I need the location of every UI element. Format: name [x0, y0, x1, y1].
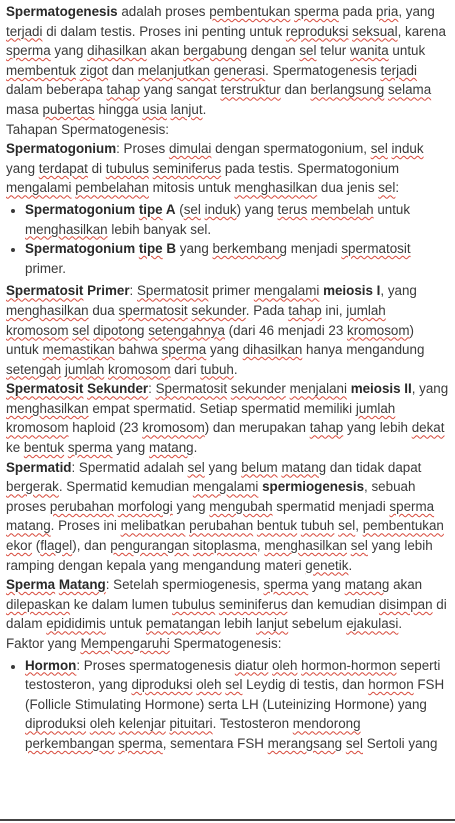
paragraph — [6, 458, 449, 576]
text-run: ( — [175, 201, 184, 217]
flagged-word: terjadi — [6, 23, 43, 39]
text-run: ), dan — [72, 538, 111, 554]
flagged-word: disimpan — [378, 596, 433, 612]
text-run: telur — [316, 43, 350, 59]
flagged-word: ekor — [6, 538, 33, 554]
text-run: dan kemudian — [287, 596, 379, 612]
flagged-word: sperma — [294, 4, 339, 19]
flagged-word: terdapat — [38, 160, 88, 176]
text-run: menjadi — [286, 241, 342, 257]
text-run: hanya mengandung — [302, 342, 425, 358]
text-run: , yang — [411, 381, 449, 397]
text-run: , sementara FSH — [162, 735, 268, 751]
flagged-word: oleh — [272, 657, 298, 673]
text-run: . — [202, 101, 207, 117]
flagged-word: setengahnya — [148, 322, 225, 338]
flagged-word: matang — [6, 518, 51, 534]
text-run: yang — [172, 498, 210, 514]
text-run: dua jenis — [317, 180, 379, 196]
flagged-word: melibatkan — [120, 518, 186, 534]
flagged-word: matang — [344, 577, 390, 593]
flagged-word: sel — [72, 322, 90, 338]
paragraph — [6, 120, 449, 140]
text-run: . — [348, 557, 353, 573]
flagged-word: diproduksi — [25, 716, 87, 732]
flagged-word: sel — [345, 735, 363, 751]
flagged-word: pria — [376, 4, 399, 19]
flagged-word: zigot — [79, 62, 108, 78]
text-run: dalam beberapa — [6, 82, 107, 98]
text-run: ) dan merupakan — [204, 420, 310, 436]
flagged-word: epididimis — [46, 616, 106, 632]
flagged-word: Matang — [58, 577, 106, 593]
flagged-word: sperma — [67, 440, 113, 456]
text-run: ini, — [321, 302, 347, 318]
paragraph — [6, 575, 449, 634]
text-run: dengan spermatogonium, — [211, 141, 371, 157]
flagged-word: bentuk — [256, 518, 298, 534]
text-run: di — [87, 160, 106, 176]
bold-term: Spermatogonium — [25, 241, 139, 257]
flagged-word: sel — [299, 43, 317, 59]
text-run: ( — [32, 538, 41, 554]
paragraph — [6, 281, 449, 379]
text-run: yang — [50, 43, 88, 59]
text-run: Sertoli yang — [362, 735, 438, 751]
flagged-word: sperma — [263, 577, 309, 593]
text-run: sebelum — [288, 616, 347, 632]
flagged-word: bergabung — [183, 43, 248, 59]
flagged-word: pembentukan — [362, 518, 444, 534]
text-run: , — [256, 538, 265, 554]
flagged-word: dihasilkan — [87, 43, 147, 59]
text-run: , yang — [398, 4, 435, 19]
text-run: : — [395, 180, 400, 196]
flagged-word: jumlah — [64, 361, 105, 377]
flagged-word: seminiferus — [218, 596, 288, 612]
flagged-word: Spermatosit — [6, 283, 84, 299]
flagged-word: berkembang — [212, 241, 287, 257]
flagged-word: bergerak — [6, 479, 59, 495]
text-run: : — [129, 283, 137, 299]
flagged-word: sperma — [161, 342, 207, 358]
flagged-word: kelenjar — [118, 716, 166, 732]
text-run: lebih banyak sel. — [107, 221, 212, 237]
flagged-word: merangsang — [267, 735, 343, 751]
flagged-word: tahap — [309, 420, 344, 436]
flagged-word: dihasilkan — [242, 342, 303, 358]
text-run: yang sangat — [140, 82, 221, 98]
bold-term: A — [162, 201, 176, 217]
text-run: Faktor yang — [6, 636, 81, 651]
bullet-list — [6, 200, 449, 278]
flagged-word: dilepaskan — [6, 596, 71, 612]
flagged-word: menghasilkan — [264, 538, 348, 554]
flagged-word: membelah — [311, 201, 374, 217]
paragraph — [6, 2, 449, 120]
bold-term: Spermatogonium — [6, 141, 117, 157]
text-run: : — [148, 381, 156, 397]
bold-term: Spermatogenesis — [6, 4, 118, 19]
text-run: di dalam — [6, 596, 447, 632]
flagged-word: memastikan — [42, 342, 115, 358]
flagged-word: induk — [391, 141, 424, 157]
bold-term: B — [162, 241, 177, 257]
text-run: mitosis untuk — [148, 180, 235, 196]
flagged-word: Mempengaruhi — [80, 636, 170, 651]
flagged-word: tubulus — [105, 160, 149, 176]
text-run: , yang — [380, 283, 417, 299]
text-run: yang — [204, 459, 242, 475]
text-run: , — [355, 518, 363, 534]
flagged-word: lanjut — [256, 616, 289, 632]
flagged-word: oleh — [89, 716, 116, 732]
text-run: Leydig di testis, dan — [242, 677, 369, 693]
flagged-word: sel — [370, 141, 388, 157]
text-run: bahwa — [114, 342, 162, 358]
text-run: yang lebih ramping dengan kepala yang mengandung materi — [6, 538, 433, 573]
text-run: yang — [6, 160, 39, 176]
flagged-word: menghasilkan — [6, 400, 89, 416]
flagged-word: perubahan — [189, 518, 254, 534]
flagged-word: kromosom — [142, 420, 205, 436]
flagged-word: mengalami — [192, 479, 259, 495]
flagged-word: Spermatosit — [137, 283, 209, 299]
bold-term: Spermatogonium — [25, 201, 139, 217]
text-run: : Spermatid adalah — [71, 459, 188, 475]
flagged-word: menghasilkan — [25, 221, 108, 237]
text-run: , karena — [397, 23, 446, 39]
flagged-word: terus — [277, 201, 308, 217]
list-item — [25, 239, 449, 278]
flagged-word: dekat — [411, 420, 445, 436]
flagged-word: pembentukan — [209, 4, 291, 19]
text-run: dengan — [247, 43, 300, 59]
flagged-word: tipe — [138, 201, 163, 217]
flagged-word: perkembangan — [25, 735, 115, 751]
flagged-word: pubertas — [42, 101, 95, 117]
text-run: ke — [6, 440, 24, 456]
flagged-word: oleh — [196, 677, 222, 693]
flagged-word: mengalami — [253, 283, 320, 299]
flagged-word: terjadi — [380, 62, 417, 78]
text-run: masa — [6, 101, 43, 117]
flagged-word: ejakulasi — [346, 616, 399, 632]
text-run: . — [193, 440, 198, 456]
flagged-word: tahap — [288, 302, 322, 318]
text-run: FSH (Follicle Stimulating Hormone) serta LH (Luteinizing Hormone) yang — [25, 677, 445, 712]
flagged-word: Spermatosit — [155, 381, 228, 397]
flagged-word: hormon — [368, 677, 414, 693]
text-run: spermatid menjadi — [272, 498, 390, 514]
flagged-word: menghasilkan — [6, 302, 89, 318]
text-run: primer — [208, 283, 254, 299]
text-run: yang — [176, 241, 213, 257]
text-run: yang — [308, 577, 345, 593]
flagged-word: morfologi — [117, 498, 173, 514]
text-run: empat spermatid. Setiap spermatid memiliki — [88, 400, 356, 416]
text-run: : Setelah spermiogenesis, — [105, 577, 264, 593]
text-run: dan tidak dapat — [326, 459, 422, 475]
flagged-word: seksual — [352, 23, 398, 39]
text-run: (dari 46 menjadi 23 — [224, 322, 348, 338]
text-run: akan — [389, 577, 423, 593]
text-run: Spermatogenesis: — [169, 636, 282, 651]
flagged-word: menjalani — [289, 381, 347, 397]
text-run: . Spermatid kemudian — [58, 479, 193, 495]
flagged-word: generasi — [213, 62, 266, 78]
flagged-word: kromosom — [108, 361, 171, 377]
flagged-word: hormon-hormon — [301, 657, 397, 673]
flagged-word: spermatosit — [118, 302, 188, 318]
flagged-word: melanjutkan — [137, 62, 211, 78]
flagged-word: sel — [378, 180, 396, 196]
flagged-word: kromosom — [6, 322, 69, 338]
flagged-word: kromosom — [6, 420, 69, 436]
flagged-word: matang — [148, 440, 194, 456]
flagged-word: diatur — [234, 657, 269, 673]
text-run: . — [233, 361, 238, 377]
text-run: adalah proses — [117, 4, 210, 19]
text-run: yang — [112, 440, 149, 456]
flagged-word: sel — [225, 677, 243, 693]
text-run: yang — [206, 342, 243, 358]
paragraph — [6, 634, 449, 654]
text-run: dua — [88, 302, 119, 318]
flagged-word: bentuk — [23, 440, 65, 456]
flagged-word: tubulus — [172, 596, 216, 612]
bullet-list — [6, 656, 449, 754]
flagged-word: selama — [387, 82, 432, 98]
text-run: pada — [338, 4, 376, 19]
text-run: : Proses — [116, 141, 169, 157]
flagged-word: sperma — [389, 498, 435, 514]
flagged-word: lanjut — [170, 101, 203, 117]
text-run: . Pada — [245, 302, 289, 318]
flagged-word: usia — [142, 101, 167, 117]
text-run: . Spermatogenesis — [265, 62, 381, 78]
text-run: di dalam testis. Proses ini penting untuk — [42, 23, 286, 39]
text-run: Tahapan Spermatogenesis: — [6, 121, 170, 137]
flagged-word: spermatosit — [341, 241, 411, 257]
flagged-word: Sperma — [6, 577, 56, 593]
flagged-word: belum — [241, 459, 278, 475]
flagged-word: membentuk — [6, 62, 76, 78]
text-run: untuk — [373, 201, 411, 217]
flagged-word: pembelahan — [75, 180, 149, 196]
flagged-word: mengalami — [6, 180, 72, 196]
bold-term: meiosis II — [350, 381, 412, 397]
flagged-word: sel — [183, 201, 201, 217]
flagged-word: sekunder — [230, 381, 286, 397]
text-run: ) untuk — [6, 322, 414, 358]
text-run: ) yang — [236, 201, 278, 217]
flagged-word: Spermatosit — [6, 381, 84, 397]
flagged-word: sel — [338, 518, 356, 534]
paragraph — [6, 379, 449, 457]
flagged-word: Sekunder — [87, 381, 149, 397]
text-run: : Proses spermatogenesis — [76, 657, 235, 673]
text-run: untuk — [388, 43, 426, 59]
paragraph — [6, 139, 449, 198]
flagged-word: genetik — [305, 557, 349, 573]
text-run: primer. — [25, 260, 66, 276]
text-run: dan — [280, 82, 311, 98]
flagged-word: sperma — [6, 43, 51, 59]
text-run: yang lebih — [343, 420, 412, 436]
flagged-word: sitoplasma — [192, 538, 257, 554]
flagged-word: Hormon — [25, 657, 77, 673]
text-run: seperti testosteron, yang — [25, 657, 441, 693]
text-run: untuk — [105, 616, 146, 632]
flagged-word: jumlah — [346, 302, 386, 318]
text-run: , sebuah proses — [6, 479, 416, 514]
bold-term: meiosis I — [323, 283, 381, 299]
flagged-word: terstruktur — [220, 82, 281, 98]
text-run: lebih — [220, 616, 257, 632]
text-run: dari — [170, 361, 201, 377]
flagged-word: reproduksi — [285, 23, 349, 39]
text-run: . Proses ini — [50, 518, 121, 534]
text-run: . — [398, 616, 403, 632]
flagged-word: dipotong — [93, 322, 145, 338]
flagged-word: setengah — [6, 361, 62, 377]
flagged-word: sekunder — [191, 302, 246, 318]
flagged-word: pengurangan — [110, 538, 190, 554]
flagged-word: jumlah — [355, 400, 396, 416]
flagged-word: menghasilkan — [234, 180, 318, 196]
flagged-word: perubahan — [49, 498, 114, 514]
flagged-word: tahap — [106, 82, 141, 98]
list-item — [25, 656, 449, 754]
bold-term: Primer — [83, 283, 130, 299]
flagged-word: sperma — [118, 735, 163, 751]
text-run: hingga — [94, 101, 143, 117]
bottom-divider — [0, 819, 455, 821]
text-run: haploid (23 — [68, 420, 143, 436]
flagged-word: mengubah — [209, 498, 273, 514]
flagged-word: kromosom — [347, 322, 410, 338]
bold-term: Spermatid — [6, 459, 72, 475]
text-run: ke dalam lumen — [70, 596, 172, 612]
flagged-word: pematangan — [145, 616, 221, 632]
text-run: akan — [146, 43, 184, 59]
text-run: . Testosteron — [212, 716, 293, 732]
flagged-word: matang — [281, 459, 327, 475]
flagged-word: tipe — [138, 241, 163, 257]
flagged-word: sel — [187, 459, 205, 475]
list-item — [25, 200, 449, 239]
text-run: dan — [108, 62, 138, 78]
flagged-word: flagel — [40, 538, 73, 554]
flagged-word: mendorong — [292, 716, 361, 732]
flagged-word: diproduksi — [131, 677, 193, 693]
flagged-word: induk — [204, 201, 237, 217]
flagged-word: dimulai — [168, 141, 212, 157]
flagged-word: wanita — [349, 43, 389, 59]
flagged-word: pituitari — [169, 716, 213, 732]
flagged-word: tubuh — [200, 361, 234, 377]
flagged-word: sel — [350, 538, 368, 554]
flagged-word: tubuh — [300, 518, 335, 534]
text-run: pada testis. Spermatogonium — [221, 160, 400, 176]
flagged-word: berlangsung — [310, 82, 385, 98]
bold-term: spermiogenesis — [262, 479, 365, 495]
flagged-word: seminiferus — [152, 160, 222, 176]
